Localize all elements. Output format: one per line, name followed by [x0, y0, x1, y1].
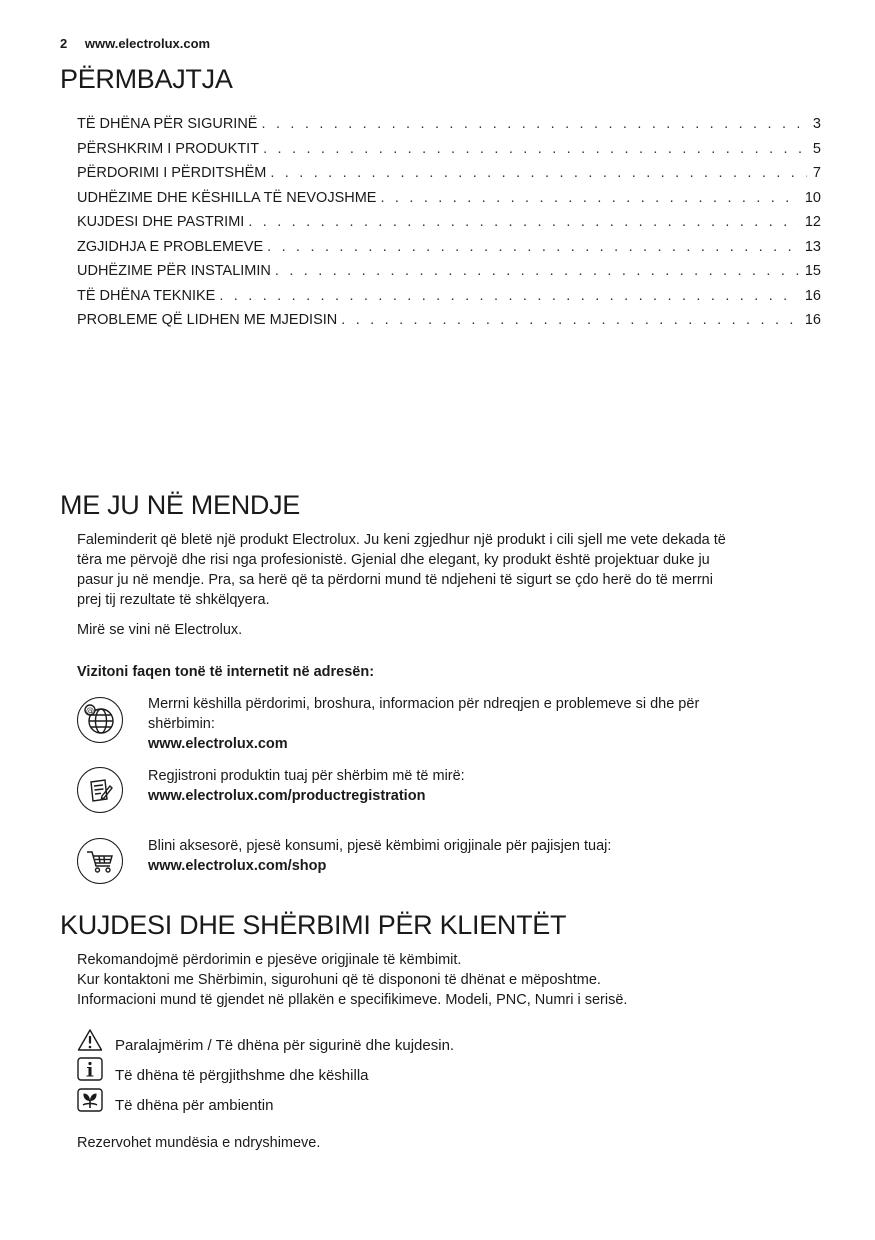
toc-item-label: PROBLEME QË LIDHEN ME MJEDISIN	[77, 312, 338, 328]
intro-line: Faleminderit që bletë një produkt Electrolux. Ju keni zgjedhur një produkt i cili sjell me vete dekada të	[77, 532, 726, 548]
toc-item[interactable]	[77, 165, 821, 190]
table-of-contents	[77, 116, 821, 337]
toc-leader-dots	[263, 141, 807, 157]
toc-item[interactable]	[77, 288, 821, 313]
shop-url-link[interactable]: www.electrolux.com/shop	[148, 858, 327, 874]
toc-leader-dots	[267, 239, 799, 255]
page-number: 2	[60, 36, 68, 51]
toc-item-label: UDHËZIME PËR INSTALIMIN	[77, 263, 271, 279]
footer-note: Rezervohet mundësia e ndryshimeve.	[77, 1135, 321, 1151]
intro-line: tëra me përvojë dhe risi nga profesionistë. Gjenial dhe elegant, ky produkt është projektuar duke ju	[77, 552, 710, 568]
service-title: KUJDESI DHE SHËRBIMI PËR KLIENTËT	[60, 910, 567, 940]
link-description: shërbimin:	[148, 716, 215, 732]
registration-form-icon	[77, 767, 123, 813]
toc-leader-dots	[341, 312, 799, 328]
toc-item-label: KUJDESI DHE PASTRIMI	[77, 214, 245, 230]
info-icon	[77, 1057, 101, 1079]
toc-leader-dots	[248, 214, 799, 230]
intro-line: prej tij rezultate të shkëlqyera.	[77, 592, 270, 608]
toc-item-label: PËRDORIMI I PËRDITSHËM	[77, 165, 267, 181]
toc-leader-dots	[261, 116, 806, 132]
toc-item-page: 16	[804, 287, 821, 304]
toc-item[interactable]	[77, 116, 821, 141]
toc-item-page: 10	[804, 189, 821, 206]
toc-title: PËRMBAJTJA	[60, 64, 233, 94]
service-line: Kur kontaktoni me Shërbimin, sigurohuni që të dispononi të dhënat e mëposhtme.	[77, 972, 601, 988]
registration-url-link[interactable]: www.electrolux.com/productregistration	[148, 788, 426, 804]
intro-paragraph	[77, 530, 837, 610]
globe-icon	[77, 697, 123, 743]
toc-item-page: 15	[804, 263, 821, 279]
svg-text:@: @	[86, 706, 94, 715]
toc-leader-dots	[380, 190, 798, 206]
link-block-support	[148, 694, 848, 754]
service-paragraph	[77, 950, 837, 1010]
legend-info-text: Të dhëna të përgjithshme dhe këshilla	[115, 1067, 369, 1084]
link-description: Blini aksesorë, pjesë konsumi, pjesë këmbimi origjinale për pajisjen tuaj:	[148, 838, 612, 854]
toc-item-label: PËRSHKRIM I PRODUKTIT	[77, 140, 260, 157]
page-header	[60, 36, 210, 51]
service-line: Informacioni mund të gjendet në pllakën e specifikimeve. Modeli, PNC, Numri i serisë.	[77, 992, 628, 1008]
toc-item[interactable]	[77, 312, 821, 337]
toc-item-page: 7	[812, 165, 821, 181]
toc-item[interactable]	[77, 141, 821, 166]
intro-line: pasur ju në mendje. Pra, sa herë që ta përdorni mund të ndjeheni të sigurt se çdo herë do të merrni	[77, 572, 713, 588]
toc-item[interactable]	[77, 239, 821, 264]
toc-item-page: 3	[812, 116, 821, 132]
support-url-link[interactable]: www.electrolux.com	[148, 736, 288, 752]
environment-icon	[77, 1088, 101, 1110]
link-description: Regjistroni produktin tuaj për shërbim më të mirë:	[148, 768, 465, 784]
toc-item-page: 16	[804, 312, 821, 328]
visit-heading: Vizitoni faqen tonë të internetit në adresën:	[77, 664, 375, 680]
toc-leader-dots	[275, 263, 799, 279]
toc-item-page: 5	[812, 140, 821, 157]
toc-item[interactable]	[77, 214, 821, 239]
toc-item[interactable]	[77, 263, 821, 288]
legend-warning-text: Paralajmërim / Të dhëna për sigurinë dhe kujdesin.	[115, 1037, 455, 1054]
toc-item-label: UDHËZIME DHE KËSHILLA TË NEVOJSHME	[77, 189, 377, 206]
toc-item-page: 13	[804, 238, 821, 255]
shopping-cart-icon	[77, 838, 123, 884]
legend-environment-text: Të dhëna për ambientin	[115, 1097, 274, 1114]
warning-icon	[77, 1028, 101, 1050]
link-block-registration	[148, 766, 848, 806]
toc-item-label: TË DHËNA PËR SIGURINË	[77, 116, 258, 132]
link-description: Merrni këshilla përdorimi, broshura, informacion për ndreqjen e problemeve si dhe për	[148, 696, 700, 712]
toc-item[interactable]	[77, 190, 821, 215]
toc-item-label: TË DHËNA TEKNIKE	[77, 287, 216, 304]
welcome-text: Mirë se vini në Electrolux.	[77, 622, 243, 638]
toc-item-page: 12	[804, 214, 821, 230]
toc-leader-dots	[270, 165, 807, 181]
service-line: Rekomandojmë përdorimin e pjesëve origjinale të këmbimit.	[77, 952, 462, 968]
intro-title: ME JU NË MENDJE	[60, 490, 301, 520]
toc-item-label: ZGJIDHJA E PROBLEMEVE	[77, 238, 264, 255]
header-website-link[interactable]: www.electrolux.com	[84, 36, 211, 51]
link-block-shop	[148, 836, 848, 876]
toc-leader-dots	[219, 288, 799, 304]
